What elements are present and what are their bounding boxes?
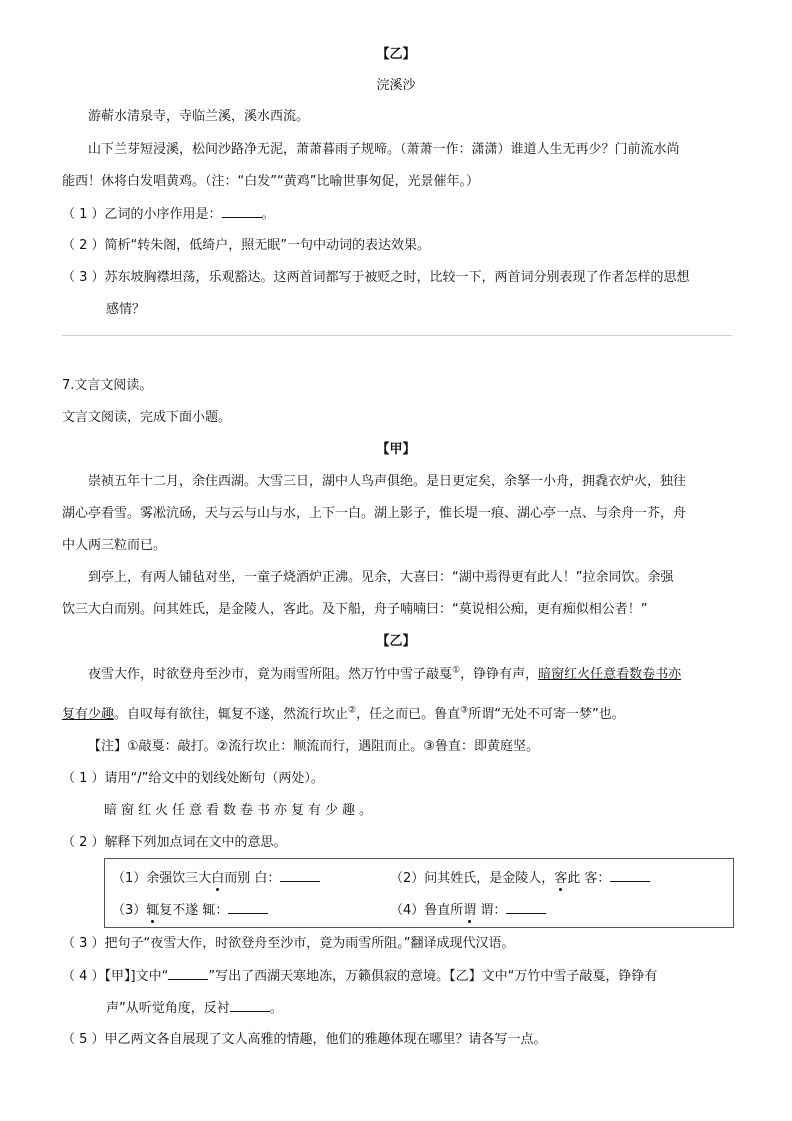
vocab-item-2 bbox=[390, 869, 650, 888]
vocab-text: 而别 白： bbox=[224, 871, 281, 886]
question-7-3: （ 3 ）把句子“夜雪大作，时欲登舟至沙市，竟为雨雪所阻。”翻译成现代汉语。 bbox=[62, 936, 515, 951]
vocab-text: （3） bbox=[112, 903, 147, 918]
answer-blank[interactable] bbox=[222, 205, 262, 218]
section-7-instruction: 文言文阅读，完成下面小题。 bbox=[62, 410, 232, 425]
question-6-3-line-1: （ 3 ）苏东坡胸襟坦荡，乐观豁达。这两首词都写于被贬之时，比较一下，两首词分别表现了作者怎样的思想 bbox=[62, 270, 690, 285]
vocab-text: 谓： bbox=[476, 903, 507, 918]
question-7-1: （ 1 ）请用“/”给文中的划线处断句（两处）。 bbox=[62, 771, 324, 786]
underlined-sentence: 复有少趣 bbox=[62, 707, 115, 722]
jia-paragraph-1-line-3: 中人两三粒而已。 bbox=[62, 538, 167, 553]
vocab-text: 复不遂 辄： bbox=[159, 903, 229, 918]
question-6-2: （ 2 ）简析“转朱阁，低绮户，照无眠”一句中动词的表达效果。 bbox=[62, 238, 431, 253]
underlined-sentence: 暗窗红火任意看数卷书亦 bbox=[538, 667, 682, 682]
yi-text: 夜雪大作，时欲登舟至沙市，竟为雨雪所阻。然万竹中雪子敲戛 bbox=[88, 667, 453, 682]
vocab-item-4 bbox=[390, 901, 546, 920]
dotted-word: 白 bbox=[211, 871, 225, 886]
question-text: ”写出了西湖天寒地冻，万籁俱寂的意境。【乙】文中“万竹中雪子敲戛，铮铮有 bbox=[208, 969, 658, 984]
poem-preface: 游蕲水清泉寺，寺临兰溪，溪水西流。 bbox=[88, 109, 310, 124]
poem-line-2: 能西！休将白发唱黄鸡。（注：“白发”“黄鸡”比喻世事匆促，光景催年。） bbox=[62, 174, 479, 189]
jia-paragraph-1-line-2: 湖心亭看雪。雾凇沆砀，天与云与山与水，上下一白。湖上影子，惟长堤一痕、湖心亭一点、与余舟一芥，舟 bbox=[62, 506, 687, 521]
vocab-text: 此 客： bbox=[567, 871, 611, 886]
question-6-1-suffix: 。 bbox=[261, 207, 275, 222]
question-6-1-text: （ 1 ）乙词的小序作用是： bbox=[62, 207, 222, 222]
footnote-marker-1: ① bbox=[452, 665, 461, 676]
question-7-4-line-1 bbox=[62, 967, 657, 986]
vocab-text: （2）问其姓氏，是金陵人， bbox=[390, 871, 555, 886]
poem-line-1: 山下兰芽短浸溪，松间沙路净无泥，萧萧暮雨子规啼。（萧萧一作：潇潇）谁道人生无再少？门前流水尚 bbox=[88, 142, 680, 157]
answer-blank[interactable] bbox=[168, 967, 208, 980]
yi-text: ，铮铮有声， bbox=[460, 667, 539, 682]
answer-blank[interactable] bbox=[506, 901, 546, 914]
vocab-text: （1）余强饮三大 bbox=[112, 871, 212, 886]
section-divider bbox=[62, 335, 732, 336]
question-7-4-line-2 bbox=[106, 999, 283, 1018]
poem-title: 浣溪沙 bbox=[376, 78, 416, 93]
question-7-2: （ 2 ）解释下列加点词在文中的意思。 bbox=[62, 835, 287, 850]
question-text: 声”从听觉角度，反衬 bbox=[106, 1001, 230, 1016]
dotted-word: 客 bbox=[554, 871, 568, 886]
question-6-1 bbox=[62, 205, 275, 224]
yi-text: ，任之而已。鲁直 bbox=[356, 707, 461, 722]
question-6-3-line-2: 感情？ bbox=[106, 302, 146, 317]
question-7-1-text: 暗窗红火任意看数卷书亦复有少趣。 bbox=[104, 803, 377, 818]
notes: 【注】①敲戛：敲打。②流行坎止：顺流而行，遇阻而止。③鲁直：即黄庭坚。 bbox=[88, 739, 539, 754]
dotted-word: 谓 bbox=[463, 903, 477, 918]
answer-blank[interactable] bbox=[610, 869, 650, 882]
answer-blank[interactable] bbox=[228, 901, 268, 914]
vocab-item-1 bbox=[112, 869, 320, 888]
answer-blank[interactable] bbox=[230, 999, 270, 1012]
answer-blank[interactable] bbox=[280, 869, 320, 882]
dotted-word: 辄 bbox=[146, 903, 160, 918]
question-7-5: （ 5 ）甲乙两文各自展现了文人高雅的情趣，他们的雅趣体现在哪里？请各写一点。 bbox=[62, 1032, 547, 1047]
vocab-item-3 bbox=[112, 901, 268, 920]
yi-passage-line-1 bbox=[88, 666, 681, 684]
yi-text: 。自叹每有欲往，辄复不遂，然流行坎止 bbox=[114, 707, 349, 722]
question-text: （ 4 ）【甲】]文中“ bbox=[62, 969, 169, 984]
footnote-marker-2: ② bbox=[348, 705, 357, 716]
yi-text: 所谓“无处不可寄一梦”也。 bbox=[468, 707, 625, 722]
jia-paragraph-2-line-2: 饮三大白而别。问其姓氏，是金陵人，客此。及下船，舟子喃喃曰：“莫说相公痴，更有痴似相公者！” bbox=[62, 602, 648, 617]
jia-paragraph-1-line-1: 崇祯五年十二月，余住西湖。大雪三日，湖中人鸟声俱绝。是日更定矣，余拏一小舟，拥毳衣炉火，独往 bbox=[88, 474, 687, 489]
jia-heading: 【甲】 bbox=[376, 442, 416, 457]
jia-paragraph-2-line-1: 到亭上，有两人铺毡对坐，一童子烧酒炉正沸。见余，大喜曰：“湖中焉得更有此人！”拉余同饮。余强 bbox=[88, 570, 674, 585]
footnote-marker-3: ③ bbox=[460, 705, 469, 716]
vocab-text: （4）鲁直所 bbox=[390, 903, 464, 918]
yi-heading-poem: 【乙】 bbox=[376, 47, 416, 62]
yi-heading-prose: 【乙】 bbox=[376, 634, 416, 649]
yi-passage-line-2 bbox=[62, 706, 625, 724]
question-text: 。 bbox=[269, 1001, 283, 1016]
section-7-title: 7.文言文阅读。 bbox=[62, 378, 153, 393]
